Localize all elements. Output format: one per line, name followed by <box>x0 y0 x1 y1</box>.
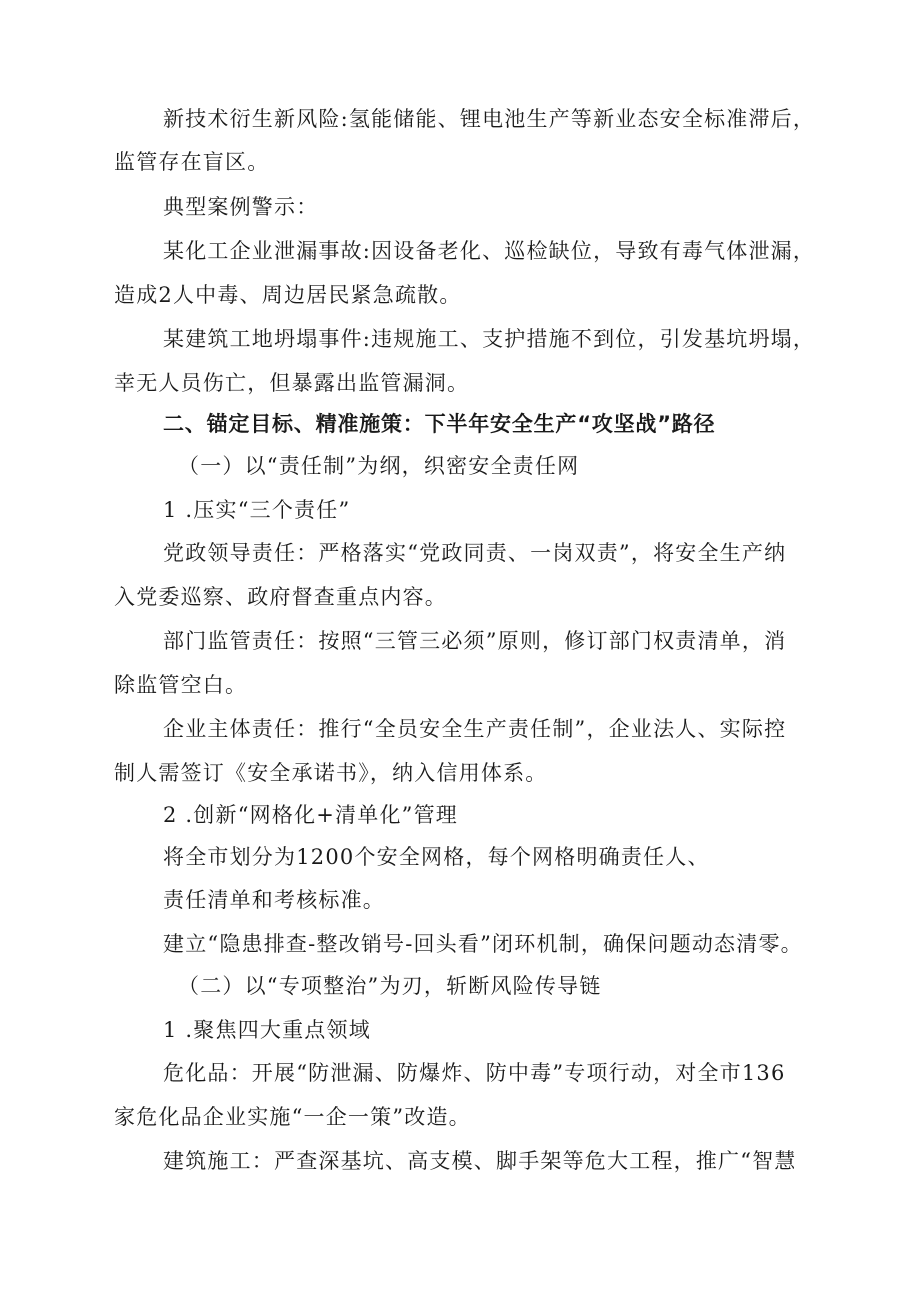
item-heading-three-responsibilities: 1 .压实“三个责任” <box>163 498 351 522</box>
section-heading-two: 二、锚定目标、精准施策：下半年安全生产“攻坚战”路径 <box>163 412 716 436</box>
paragraph-dept-supervision-line-2: 除监管空白。 <box>114 673 248 697</box>
paragraph-chemical-leak-line-2: 造成2人中毒、周边居民紧急疏散。 <box>114 283 462 307</box>
paragraph-new-tech-risk-line-1: 新技术衍生新风险:氢能储能、锂电池生产等新业态安全标准滞后， <box>163 107 816 131</box>
paragraph-chemical-leak-line-1: 某化工企业泄漏事故:因设备老化、巡检缺位，导致有毒气体泄漏， <box>163 239 816 263</box>
subsection-heading-two: （二）以“专项整治”为刃，斩断风险传导链 <box>178 974 602 998</box>
item-heading-grid-management: 2 .创新“网格化+清单化”管理 <box>163 803 458 827</box>
paragraph-dept-supervision-line-1: 部门监管责任：按照“三管三必须”原则，修订部门权责清单，消 <box>163 629 787 653</box>
paragraph-closed-loop: 建立“隐患排查-整改销号-回头看”闭环机制，确保问题动态清零。 <box>163 932 803 956</box>
subsection-heading-one: （一）以“责任制”为纲，织密安全责任网 <box>178 454 580 478</box>
paragraph-enterprise-line-1: 企业主体责任：推行“全员安全生产责任制”，企业法人、实际控 <box>163 717 787 741</box>
paragraph-party-gov-line-1: 党政领导责任：严格落实“党政同责、一岗双责”，将安全生产纳 <box>163 541 787 565</box>
paragraph-construction-line-1: 建筑施工：严查深基坑、高支模、脚手架等危大工程，推广“智慧 <box>163 1149 797 1173</box>
paragraph-party-gov-line-2: 入党委巡察、政府督查重点内容。 <box>114 585 447 609</box>
paragraph-collapse-line-1: 某建筑工地坍塌事件:违规施工、支护措施不到位，引发基坑坍塌， <box>163 327 816 351</box>
paragraph-enterprise-line-2: 制人需签订《安全承诺书》，纳入信用体系。 <box>114 761 548 785</box>
paragraph-hazchem-line-1: 危化品：开展“防泄漏、防爆炸、防中毒”专项行动，对全市136 <box>163 1061 786 1085</box>
paragraph-grid-line-1: 将全市划分为1200个安全网格，每个网格明确责任人、 <box>163 845 710 869</box>
paragraph-collapse-line-2: 幸无人员伤亡，但暴露出监管漏洞。 <box>114 371 470 395</box>
typical-cases-label: 典型案例警示： <box>163 195 319 219</box>
item-heading-four-fields: 1 .聚焦四大重点领域 <box>163 1018 371 1042</box>
paragraph-new-tech-risk-line-2: 监管存在盲区。 <box>114 150 270 174</box>
paragraph-grid-line-2: 责任清单和考核标准。 <box>163 888 385 912</box>
paragraph-hazchem-line-2: 家危化品企业实施“一企一策”改造。 <box>114 1105 471 1129</box>
